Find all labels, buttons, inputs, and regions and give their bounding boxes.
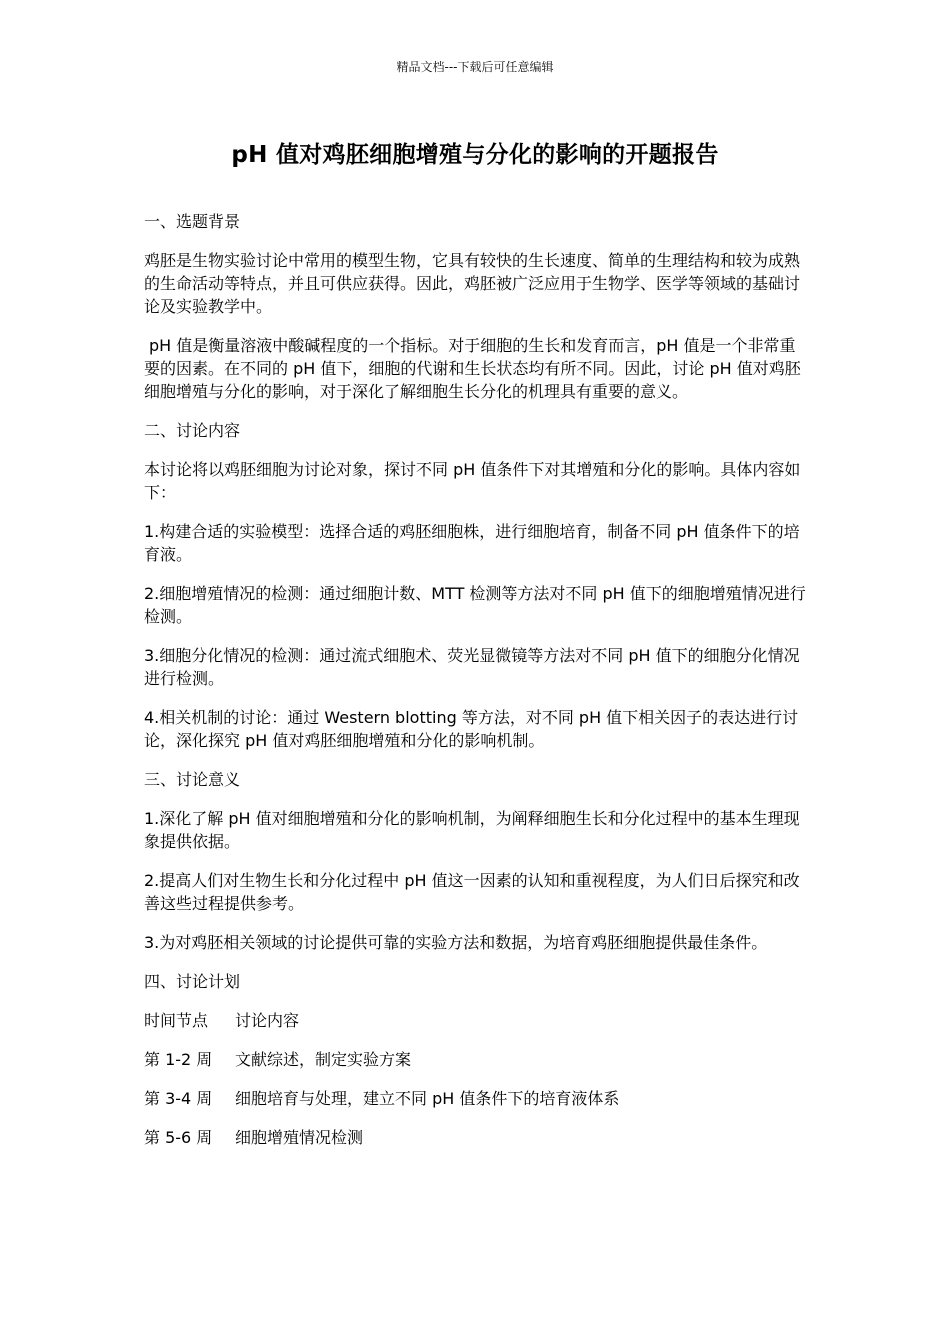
schedule-time: 第 1-2 周 [144, 1050, 213, 1069]
paragraph: pH 值是衡量溶液中酸碱程度的一个指标。对于细胞的生长和发育而言，pH 值是一个非常重要的因素。在不同的 pH 值下，细胞的代谢和生长状态均有所不同。因此，讨论 pH 值对鸡胚细胞增殖与分化的影响，对于深化了解细胞生长分化的机理具有重要的意义。 [144, 336, 801, 401]
schedule-row [144, 1087, 810, 1110]
list-item: 3.细胞分化情况的检测：通过流式细胞术、荧光显微镜等方法对不同 pH 值下的细胞分化情况进行检测。 [144, 646, 800, 688]
schedule-column-time: 时间节点 [144, 1011, 209, 1030]
schedule-task: 细胞增殖情况检测 [235, 1128, 364, 1147]
list-item: 4.相关机制的讨论：通过 Western blotting 等方法，对不同 pH 值下相关因子的表达进行讨论，深化探究 pH 值对鸡胚细胞增殖和分化的影响机制。 [144, 708, 799, 750]
schedule-time: 第 5-6 周 [144, 1128, 213, 1147]
paragraph: 本讨论将以鸡胚细胞为讨论对象，探讨不同 pH 值条件下对其增殖和分化的影响。具体内容如下： [144, 460, 801, 502]
schedule-task: 文献综述，制定实验方案 [235, 1050, 412, 1069]
list-item: 1.深化了解 pH 值对细胞增殖和分化的影响机制，为阐释细胞生长和分化过程中的基本生理现象提供依据。 [144, 809, 800, 851]
list-item: 1.构建合适的实验模型：选择合适的鸡胚细胞株，进行细胞培育，制备不同 pH 值条件下的培育液。 [144, 522, 800, 564]
section-heading-significance: 三、讨论意义 [144, 770, 241, 789]
section-heading-plan: 四、讨论计划 [144, 972, 241, 991]
schedule-row [144, 1048, 810, 1071]
document-body [144, 210, 810, 1165]
paragraph: 鸡胚是生物实验讨论中常用的模型生物，它具有较快的生长速度、简单的生理结构和较为成熟的生命活动等特点，并且可供应获得。因此，鸡胚被广泛应用于生物学、医学等领域的基础讨论及实验教学中。 [144, 251, 801, 316]
list-item: 3.为对鸡胚相关领域的讨论提供可靠的实验方法和数据，为培育鸡胚细胞提供最佳条件。 [144, 933, 768, 952]
list-item: 2.提高人们对生物生长和分化过程中 pH 值这一因素的认知和重视程度，为人们日后探究和改善这些过程提供参考。 [144, 871, 800, 913]
section-heading-content: 二、讨论内容 [144, 421, 241, 440]
schedule-task: 细胞培育与处理，建立不同 pH 值条件下的培育液体系 [235, 1089, 620, 1108]
schedule-row [144, 1126, 810, 1149]
schedule-header-row [144, 1009, 810, 1032]
schedule-column-content: 讨论内容 [235, 1011, 300, 1030]
document-title: pH 值对鸡胚细胞增殖与分化的影响的开题报告 [231, 142, 719, 168]
section-heading-background: 一、选题背景 [144, 212, 241, 231]
header-note: 精品文档---下载后可任意编辑 [396, 60, 554, 74]
list-item: 2.细胞增殖情况的检测：通过细胞计数、MTT 检测等方法对不同 pH 值下的细胞增殖情况进行检测。 [144, 584, 806, 626]
schedule-time: 第 3-4 周 [144, 1089, 213, 1108]
